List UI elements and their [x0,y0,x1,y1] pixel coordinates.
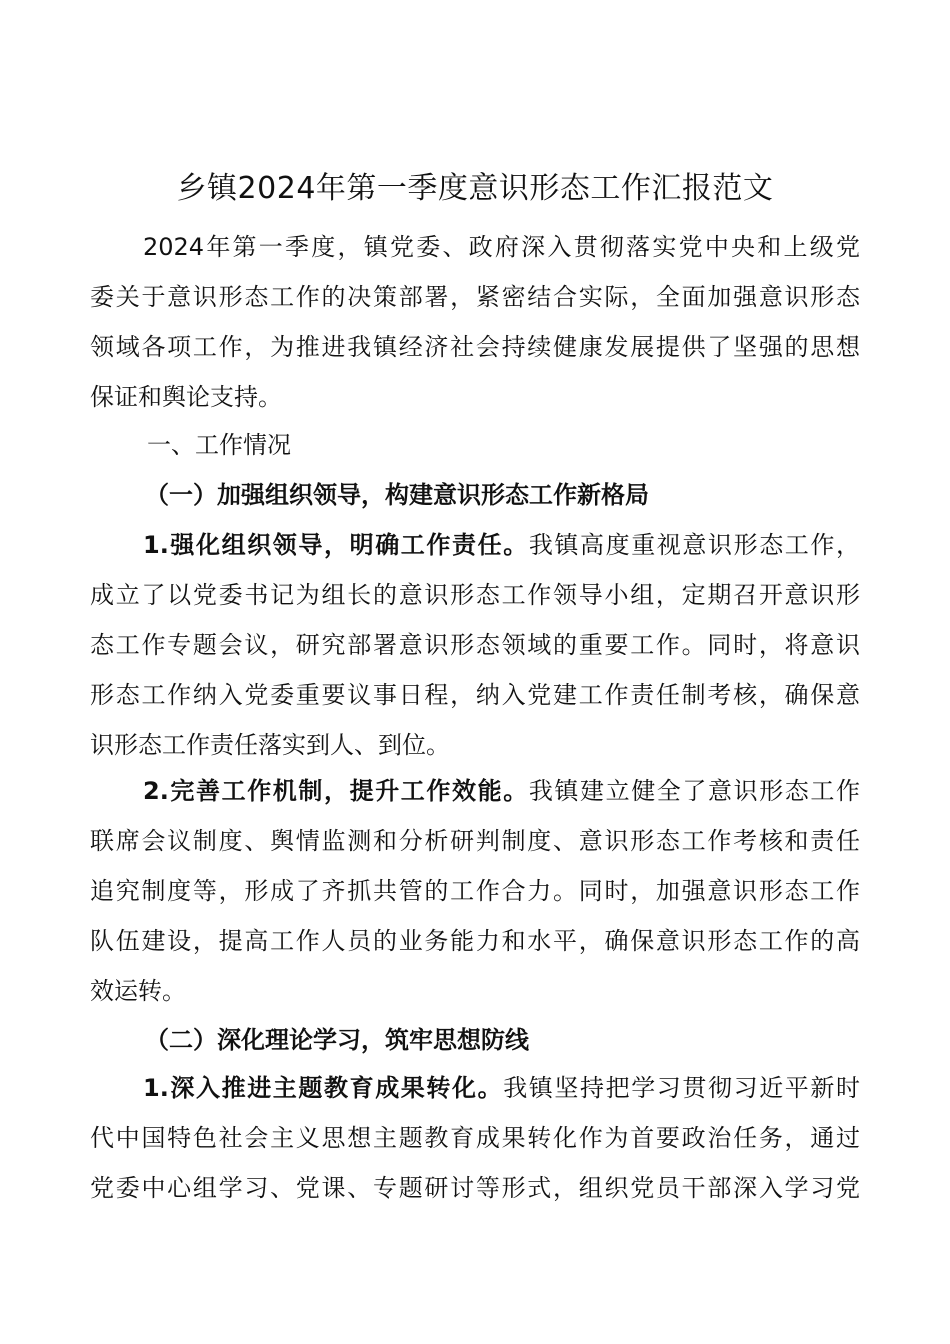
item2-line-3: 追究制度等，形成了齐抓共管的工作合力。同时，加强意识形态工作 [90,877,860,905]
item1-first-line-rest: 我镇高度重视意识形态工作， [528,531,860,559]
item3-line-3: 党委中心组学习、党课、专题研讨等形式，组织党员干部深入学习党 [90,1174,860,1202]
document-title: 乡镇2024年第一季度意识形态工作汇报范文 [176,171,774,206]
subsection-heading-2: （二）深化理论学习，筑牢思想防线 [145,1026,529,1054]
section-heading-1: 一、工作情况 [147,431,291,459]
item2-lead: 2.完善工作机制，提升工作效能。 [143,777,529,805]
item1-line-2: 成立了以党委书记为组长的意识形态工作领导小组，定期召开意识形 [90,581,860,609]
item1-line-4: 形态工作纳入党委重要议事日程，纳入党建工作责任制考核，确保意 [90,681,860,709]
item2-line-2: 联席会议制度、舆情监测和分析研判制度、意识形态工作考核和责任 [90,827,860,855]
intro-line-3: 领域各项工作，为推进我镇经济社会持续健康发展提供了坚强的思想 [90,333,860,361]
item2-first-line [90,766,860,816]
item3-line-2: 代中国特色社会主义思想主题教育成果转化作为首要政治任务，通过 [90,1124,860,1152]
item1-first-line [90,520,860,570]
intro-line-1: 2024年第一季度，镇党委、政府深入贯彻落实党中央和上级党 [143,233,860,261]
item1-lead: 1.强化组织领导，明确工作责任。 [143,531,529,559]
item2-first-line-rest: 我镇建立健全了意识形态工作 [528,777,860,805]
item1-line-3: 态工作专题会议，研究部署意识形态领域的重要工作。同时，将意识 [90,631,860,659]
item2-line-4: 队伍建设，提高工作人员的业务能力和水平，确保意识形态工作的高 [90,927,860,955]
item3-lead: 1.深入推进主题教育成果转化。 [143,1074,504,1102]
intro-line-2: 委关于意识形态工作的决策部署，紧密结合实际，全面加强意识形态 [90,283,860,311]
item2-line-5: 效运转。 [90,977,186,1005]
subsection-heading-1: （一）加强组织领导，构建意识形态工作新格局 [145,481,649,509]
item1-line-5: 识形态工作责任落实到人、到位。 [90,731,450,759]
intro-line-4: 保证和舆论支持。 [90,383,282,411]
item3-first-line-rest: 我镇坚持把学习贯彻习近平新时 [503,1074,860,1102]
item3-first-line [90,1063,860,1113]
